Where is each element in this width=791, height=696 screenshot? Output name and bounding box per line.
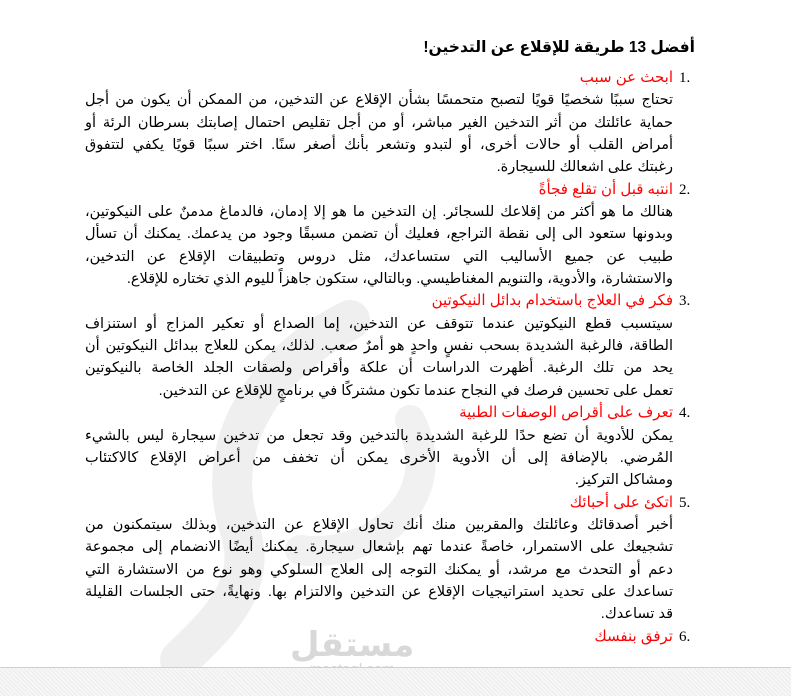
item-heading: انتبه قبل أن تقلع فجأةً (538, 180, 673, 198)
body-line: أمراض القلب أو حالات أخرى، أو لتبدو وتشعر بأنك أصغر سنًا. اختر سببًا قويًا يكفي لتتفوق (85, 137, 673, 154)
document-content (85, 36, 695, 648)
item-body (85, 89, 695, 178)
body-line: دعم أو التحدث مع مرشد، أو يمكنك التوجه إلى العلاج السلوكي وهو نوع من الاستشارة التي (85, 561, 673, 578)
body-line: وبدونها ستعود الى إلى نقطة التراجع، فعليك أن تضمن مسبقًا وجود من يدعمك. يمكنك أن تسأل (85, 226, 673, 243)
item-number: 3. (679, 293, 691, 310)
numbered-list (85, 67, 695, 648)
item-body (85, 425, 695, 492)
item-heading: ترفق بنفسك (594, 627, 673, 645)
item-heading: فكر في العلاج باستخدام بدائل النيكوتين (431, 292, 673, 310)
body-line: الطاقة، فالرغبة الشديدة بسحب نفسٍ واحدٍ هو أمرٌ صعب. لذلك، يمكن للعلاج ببدائل النيكوتين أن (85, 338, 673, 355)
list-item (85, 492, 695, 626)
document-title: أفضل 13 طريقة للإقلاع عن التدخين! (423, 39, 695, 56)
body-line: والاستشارة، والأدوية، والتنويم المغناطيسي. وبالتالي، ستكون جاهزاً لليوم الذي تختاره للإقلاع. (126, 271, 673, 288)
page-gap-background (0, 667, 791, 696)
list-item (85, 402, 695, 491)
body-line: تحتاج سببًا شخصيًا قويًا لتصبح متحمسًا بشأن الإقلاع عن التدخين، من الممكن أن يكون من أجل (85, 92, 673, 109)
body-line: تعمل على تحسين فرصك في النجاح عندما تكون مشتركًا في برنامجٍ للإقلاع عن التدخين. (158, 382, 673, 399)
list-item (85, 67, 695, 179)
item-body (85, 313, 695, 402)
watermark-arabic: مستقل (290, 626, 415, 664)
item-number: 5. (679, 494, 691, 511)
item-body (85, 514, 695, 626)
body-line: حماية عائلتك من أثر التدخين الغير مباشر، أو من أجل تقليص احتمال إصابتك بسرطان الرئة أو (85, 114, 673, 131)
body-line: تساعدك على تحديد استراتيجيات الإقلاع عن التدخين والالتزام بها. ونهايةً، حتى الجلسات القليلة (85, 583, 673, 600)
body-line: تشجيعك على الاستمرار، خاصةً عندما تهم بإشعال سيجارة. يمكنك أيضًا الانضمام إلى مجموعة (85, 539, 673, 556)
body-line: هنالك ما هو أكثر من إقلاعك للسجائر. إن التدخين ما هو إلا إدمان، فالدماغ مدمنٌ على النيكوتين، (85, 204, 673, 221)
item-number: 6. (679, 628, 691, 645)
body-line: سيتسبب قطع النيكوتين عندما تتوقف عن التدخين، إما الصداع أو تعكير المزاج أو استنزاف (85, 315, 673, 332)
body-line: أخبر أصدقائك وعائلتك والمقربين منك أنك تحاول الإقلاع عن التدخين، وبذلك سيتمكنون من (85, 516, 673, 533)
body-line: رغبتك على اشعالك للسيجارة. (496, 159, 673, 176)
item-heading: اتكئ على أحبائك (569, 493, 673, 511)
list-item (85, 626, 695, 648)
body-line: يمكن للأدوية أن تضع حدًا للرغبة الشديدة بالتدخين وقد تجعل من تدخين سيجارة ليس بالشيء (85, 427, 673, 444)
body-line: المُرضي. بالإضافة إلى أن الأدوية الأخرى يمكن أن تخفف من أعراض الإقلاع كالاكتئاب (85, 449, 673, 466)
item-heading: ابحث عن سبب (579, 69, 673, 86)
list-item (85, 179, 695, 291)
item-number: 1. (679, 70, 691, 86)
body-line: طبيب عن جميع الأساليب التي ستساعدك، مثل دروس وتطبيقات الإقلاع عن التدخين، (85, 248, 673, 265)
body-line: قد تساعدك. (600, 606, 673, 623)
item-number: 2. (679, 181, 691, 198)
item-number: 4. (679, 405, 691, 422)
body-line: ومشاكل التركيز. (574, 472, 673, 489)
body-line: يحد من تلك الرغبة. أظهرت الدراسات أن علكة وأقراص ولصقات الجلد الخاصة بالنيكوتين (85, 360, 673, 377)
list-item (85, 290, 695, 402)
item-heading: تعرف على أقراص الوصفات الطبية (459, 404, 673, 422)
item-body (85, 201, 695, 290)
